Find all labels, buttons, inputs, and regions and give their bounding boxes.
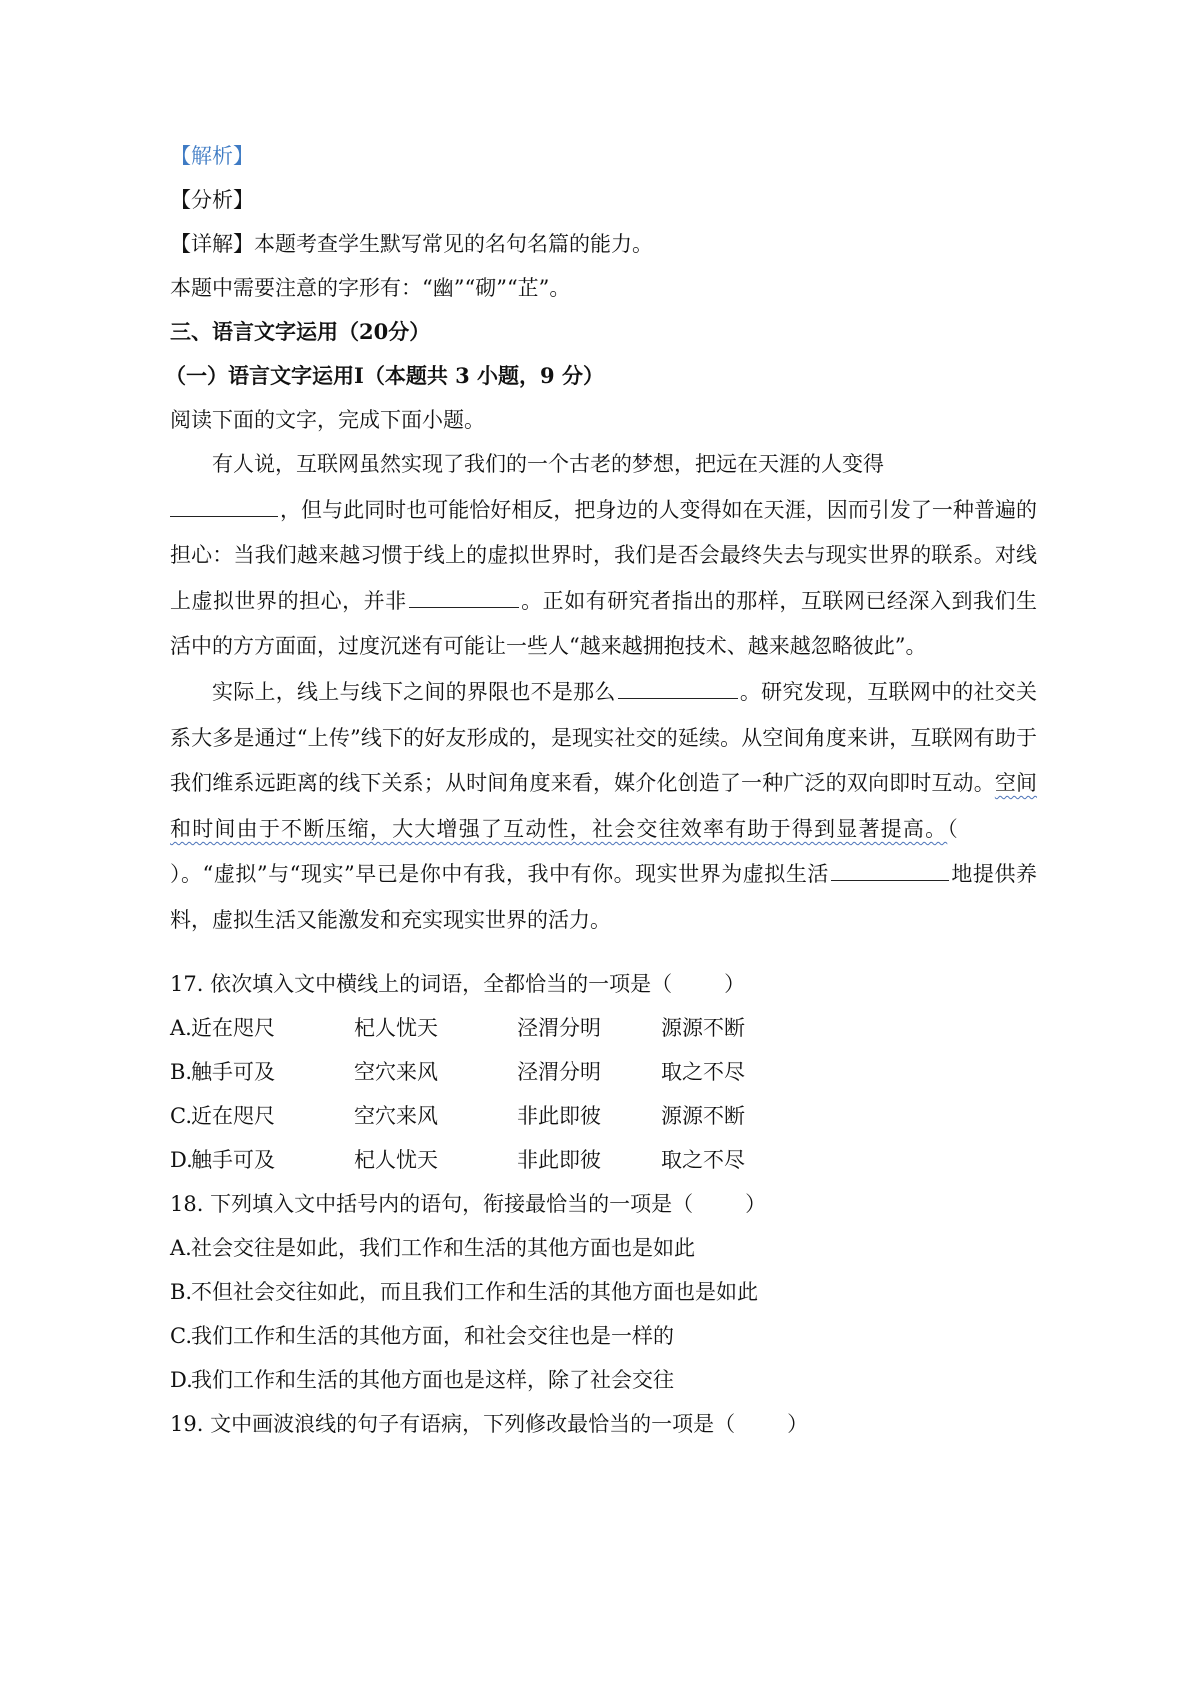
blank-1 bbox=[170, 495, 278, 517]
xiangjie-line: 【详解】本题考查学生默写常见的名句名篇的能力。 bbox=[170, 232, 653, 256]
section-title: 三、语言文字运用（20分） bbox=[170, 319, 431, 344]
fenxi-tag: 【分析】 bbox=[170, 188, 254, 212]
section-subtitle: （一）语言文字运用Ⅰ（本题共 3 小题，9 分） bbox=[165, 363, 604, 388]
q19-stem: 19. 文中画波浪线的句子有语病，下列修改最恰当的一项是（ ） bbox=[170, 1412, 809, 1436]
q17-stem: 17. 依次填入文中横线上的词语，全都恰当的一项是（ ） bbox=[170, 972, 746, 996]
passage bbox=[170, 442, 1037, 944]
wavy-underlined-sentence: 空间和时间由于不断压缩，大大增强了互动性，社会交往效率有助于得到显著提高。 bbox=[170, 771, 1038, 841]
jiexi-tag: 【解析】 bbox=[170, 144, 254, 168]
glyph-note-line: 本题中需要注意的字形有：“幽”“砌”“芷”。 bbox=[170, 276, 571, 300]
q18-stem: 18. 下列填入文中括号内的语句，衔接最恰当的一项是（ ） bbox=[170, 1192, 767, 1216]
exam-page: 【解析】 【分析】 【详解】本题考查学生默写常见的名句名篇的能力。 本题中需要注意的字形有：“幽”“砌”“芷”。 三、语言文字运用（20分） （一）语言文字运用Ⅰ（本题共 3 小题，9 分） 阅读下面的文字，完成下面小题。 有人说，互联网虽然实现了我们的一个古老的梦想，把远在天涯的人变得 ，但与此同时也可能恰好相反，把身边的人变得如在天涯，因而引发了一种普遍的担心：当我们越来越习惯于线上的虚拟世界时，我们是否会最终失去与现实世界的联系。对线上虚拟世界的担心，并非 。正如有研究者指出的那样，互联网已经深入到我们生活中的方方面面，过度沉迷有可能让一些人“越来越拥抱技术、越来越忽略彼此”。 实际上，线上与线下之间的界限也不是那么 。研究发现，互联网中的社交关系大多是通过“上传”线下的好友形成的，是现实社交的延续。从空间角度来讲，互联网有助于我们维系远距离的线下关系；从时间角度来看，媒介化创造了一种广泛的双向即时互动。空间和时间由于不断压缩，大大增强了互动性，社会交往效率有助于得到显著提高。（）。“虚拟”与“现实”早已是你中有我，我中有你。现实世界为虚拟生活 地提供养料，虚拟生活又能激发和充实现实世界的活力。 17. 依次填入文中横线上的词语，全都恰当的一项是（ ） A. 近在咫尺 杞人忧天 泾渭分明 源源不断 B. 触手可及 空穴来风 泾渭分明 取之不尽 C. 近在咫尺 空穴来风 非此即彼 源源不断 D. 触手可及 杞人忧天 非此即彼 取之不尽 18. 下列填入文中括号内的语句，衔接最恰当的一项是（ ） A. 社会交往是如此，我们工作和生活的其他方面也是如此 B. 不但社会交往如此，而且我们工作和生活的其他方面也是如此 C. 我们工作和生活的其他方面，和社会交往也是一样的 D. 我们工作和生活的其他方面也是这样，除了社会交往 19. 文中画波浪线的句子有语病，下列修改最恰当的一项是（ ） bbox=[0, 0, 1200, 1698]
blank-2 bbox=[409, 586, 519, 608]
passage-paragraph-2: 实际上，线上与线下之间的界限也不是那么 。研究发现，互联网中的社交关系大多是通过“上传”线下的好友形成的，是现实社交的延续。从空间角度来讲，互联网有助于我们维系远距离的线下关系；从时间角度来看，媒介化创造了一种广泛的双向即时互动。空间和时间由于不断压缩，大大增强了互动性，社会交往效率有助于得到显著提高。（）。“虚拟”与“现实”早已是你中有我，我中有你。现实世界为虚拟生活 地提供养料，虚拟生活又能激发和充实现实世界的活力。 bbox=[170, 670, 1037, 944]
blank-4 bbox=[831, 859, 949, 881]
blank-3 bbox=[618, 677, 738, 699]
reading-instruction: 阅读下面的文字，完成下面小题。 bbox=[170, 408, 485, 432]
passage-paragraph-1: 有人说，互联网虽然实现了我们的一个古老的梦想，把远在天涯的人变得 ，但与此同时也可能恰好相反，把身边的人变得如在天涯，因而引发了一种普遍的担心：当我们越来越习惯于线上的虚拟世界时，我们是否会最终失去与现实世界的联系。对线上虚拟世界的担心，并非 。正如有研究者指出的那样，互联网已经深入到我们生活中的方方面面，过度沉迷有可能让一些人“越来越拥抱技术、越来越忽略彼此”。 bbox=[170, 452, 1037, 659]
